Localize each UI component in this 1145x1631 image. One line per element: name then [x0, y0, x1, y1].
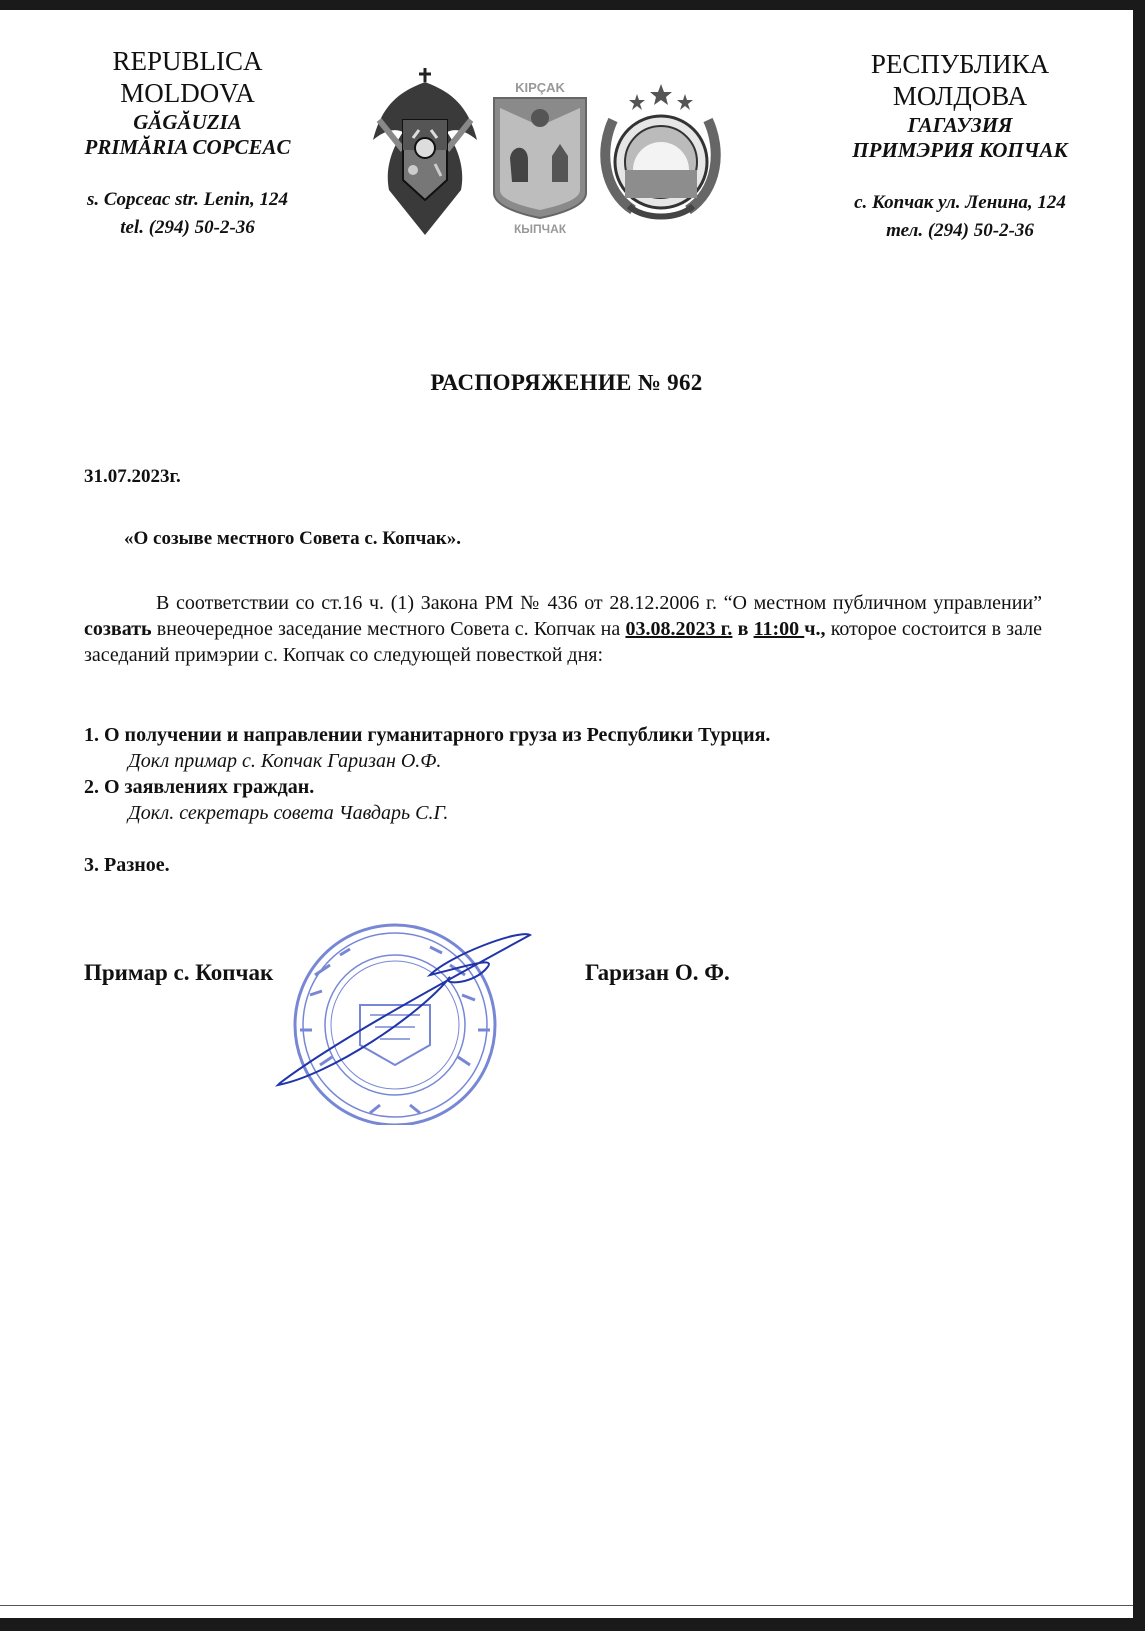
header-right-contacts — [820, 189, 1100, 244]
document-page — [0, 10, 1133, 1618]
agenda-item-1: 1. О получении и направлении гуманитарного груза из Республики Турция. — [84, 724, 771, 746]
header-left — [55, 45, 320, 241]
header-right-line3: ГАГАУЗИЯ — [907, 112, 1013, 137]
moldova-coat-of-arms-icon — [365, 60, 485, 240]
body-text-3: которое состоится в зале заседаний примэрии с. Копчак со следующей повесткой дня: — [84, 618, 1042, 666]
body-text-2: внеочередное заседание местного Совета с. Копчак на — [151, 618, 626, 640]
official-stamp — [270, 915, 560, 1125]
kipcak-emblem-icon — [490, 78, 590, 238]
emblems-group — [365, 60, 765, 250]
emblem-text-top: KIPÇAK — [515, 80, 565, 95]
agenda-item-3: 3. Разное. — [84, 854, 170, 876]
header-right-line4: ПРИМЭРИЯ КОПЧАК — [852, 137, 1068, 162]
meeting-time: 11:00 — [753, 618, 805, 640]
header-left-line4: PRIMĂRIA COPCEAC — [84, 134, 291, 159]
agenda-speaker-2: Докл. секретарь совета Чавдарь С.Г. — [128, 802, 449, 824]
gagauzia-coat-of-arms-icon — [593, 80, 728, 230]
header-left-address: s. Copceac str. Lenin, 124 — [86, 189, 289, 211]
header-left-line2: MOLDOVA — [120, 78, 255, 109]
signatory-name: Гаризан О. Ф. — [585, 960, 730, 985]
body-text-in: в — [732, 618, 754, 640]
document-date: 31.07.2023г. — [84, 466, 181, 487]
agenda-speaker-1: Докл примар с. Копчак Гаризан О.Ф. — [128, 750, 442, 772]
body-text-1: В соответствии со ст.16 ч. (1) Закона РМ № 436 от 28.12.2006 г. “О местном публичном управлении” — [156, 592, 1042, 614]
signatory-role: Примар с. Копчак — [84, 960, 274, 985]
page-bottom-rule — [0, 1605, 1133, 1606]
header-right-line1: РЕСПУБЛИКА — [870, 49, 1050, 79]
emblem-text-bottom: КЫПЧАК — [513, 222, 567, 236]
agenda-list — [84, 722, 1044, 878]
header-left-line1: REPUBLICA — [112, 46, 263, 76]
agenda-item-2: 2. О заявлениях граждан. — [84, 776, 315, 798]
header-right — [820, 48, 1100, 244]
header-left-phone: tel. (294) 50-2-36 — [120, 216, 255, 238]
header-right-phone: тел. (294) 50-2-36 — [886, 219, 1034, 241]
signature-scribble — [278, 934, 530, 1085]
document-subject: «О созыве местного Совета с. Копчак». — [124, 528, 461, 549]
body-text-hours: ч., — [804, 618, 826, 640]
header-left-contacts — [55, 186, 320, 241]
header-right-line2: МОЛДОВА — [892, 81, 1028, 112]
meeting-date: 03.08.2023 г. — [625, 618, 733, 640]
header-right-address: с. Копчак ул. Ленина, 124 — [854, 192, 1066, 214]
body-text-convene: созвать — [84, 618, 152, 640]
header-left-line3: GĂGĂUZIA — [133, 109, 242, 134]
document-title: РАСПОРЯЖЕНИЕ № 962 — [430, 370, 703, 395]
document-body — [84, 590, 1042, 668]
